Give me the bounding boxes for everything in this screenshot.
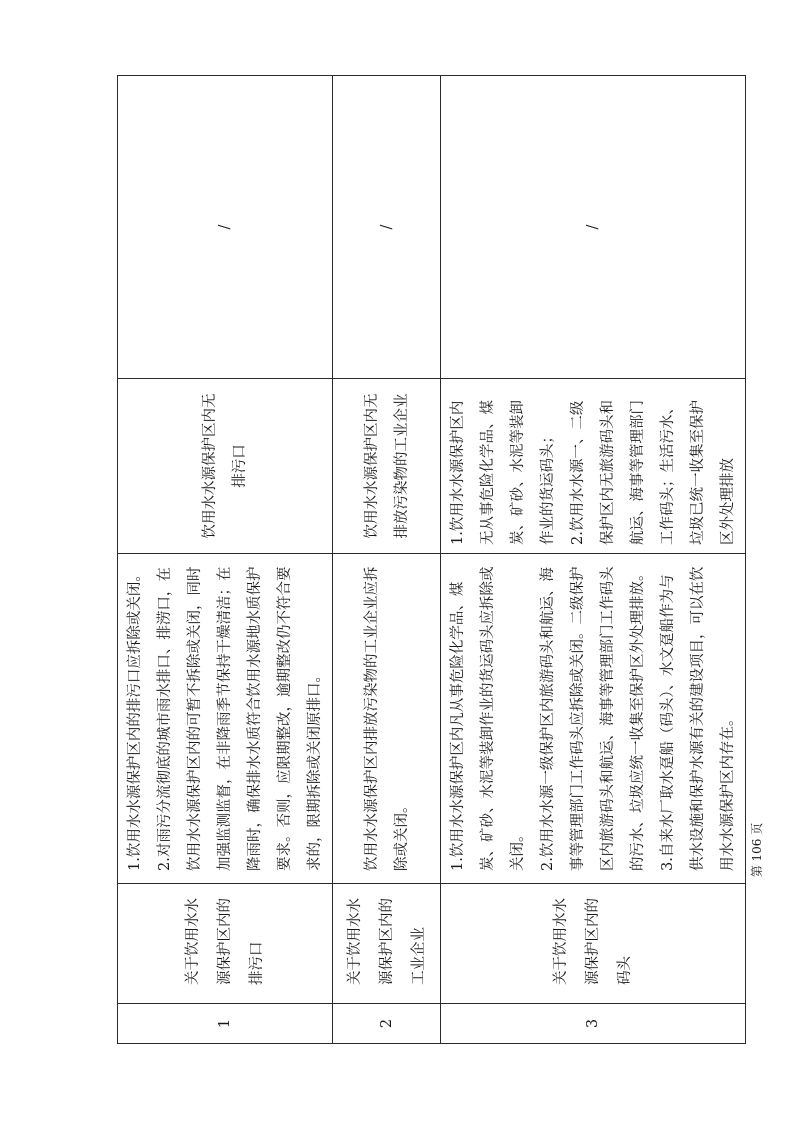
rotated-table-container <box>117 76 736 1044</box>
table-row <box>333 76 441 1044</box>
row-number: 3 <box>441 1004 746 1044</box>
condition-item: 2.饮用水水源一、二级保护区内无旅游码头和航运、海事等管理部门工作码头；生活污水、垃圾已统一收集至保护区外处理排放 <box>570 400 736 545</box>
requirement-item: 3.自来水厂取水趸船（码头）、水文趸船作为与供水设施和保护水源有关的建设项目，可以在饮用水水源保护区内存在。 <box>660 566 736 871</box>
requirement-item: 1.饮用水水源保护区内的排污口应拆除或关闭。 <box>127 567 143 871</box>
row-number: 1 <box>118 1004 333 1044</box>
row-note: / <box>118 76 333 379</box>
row-condition: 饮用水水源保护区内无排污口 <box>118 379 333 554</box>
row-name: 关于饮用水水源保护区内的排污口 <box>118 884 333 1004</box>
row-name: 关于饮用水水源保护区内的工业企业 <box>333 884 441 1004</box>
row-number: 2 <box>333 1004 441 1044</box>
row-name: 关于饮用水水源保护区内的码头 <box>441 884 746 1004</box>
row-condition <box>441 379 746 554</box>
row-requirements <box>118 554 333 884</box>
requirement-item: 2.对雨污分流彻底的城市雨水排口、排涝口，在饮用水水源保护区内的可暂不拆除或关闭，同时加强监测监督，在非降雨季节保持干燥清洁；在降雨时，确保排水水质符合饮用水源地水质保护要求。否则，应限期整改，逾期整改仍不符合要求的，限期拆除或关闭原排口。 <box>157 566 323 871</box>
requirements-table <box>117 75 746 1044</box>
condition-item: 1.饮用水水源保护区内无从事危险化学品、煤炭、矿砂、水泥等装卸作业的货运码头； <box>450 400 556 545</box>
requirement-item: 2.饮用水水源一级保护区内旅游码头和航运、海事等管理部门工作码头应拆除或关闭。二级保护区内旅游码头和航运、海事等管理部门工作码头的污水、垃圾应统一收集至保护区外处理排放。 <box>540 566 646 871</box>
row-requirements <box>441 554 746 884</box>
page-number: 第 106 页 <box>750 822 764 878</box>
row-requirements <box>333 554 441 884</box>
row-note: / <box>441 76 746 379</box>
row-note: / <box>333 76 441 379</box>
row-condition: 饮用水水源保护区内无排放污染物的工业企业 <box>333 379 441 554</box>
table-row <box>441 76 746 1044</box>
requirement-item: 饮用水水源保护区内排放污染物的工业企业应拆除或关闭。 <box>363 566 410 871</box>
table-row <box>118 76 333 1044</box>
requirement-item: 1.饮用水水源保护区内凡从事危险化学品、煤炭、矿砂、水泥等装卸作业的货运码头应拆除或关闭。 <box>450 566 526 871</box>
